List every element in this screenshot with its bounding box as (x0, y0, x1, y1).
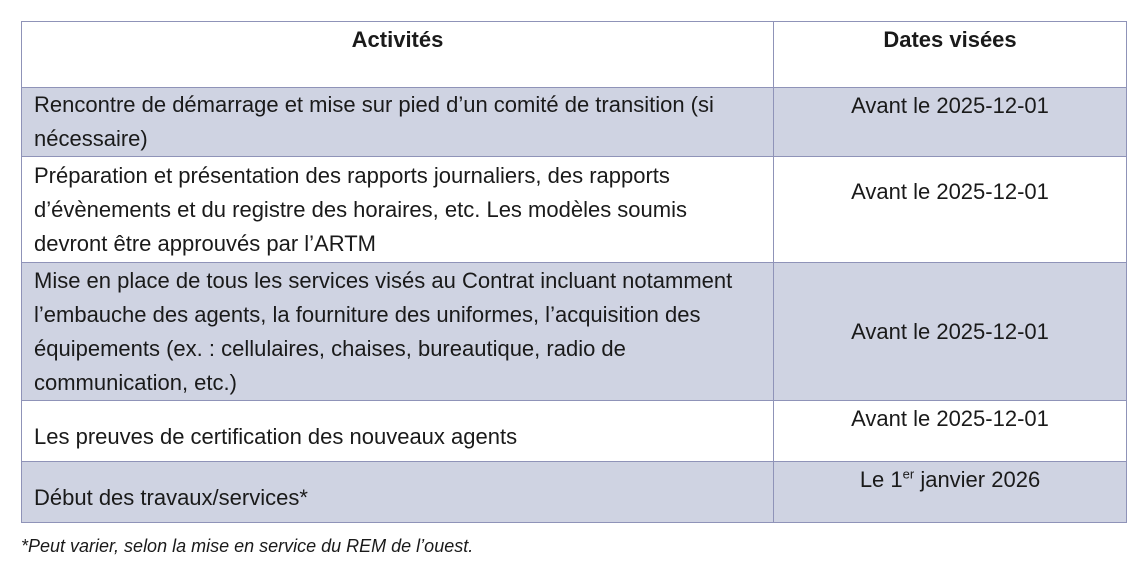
date-cell: Avant le 2025-12-01 (774, 157, 1127, 263)
table-row (22, 401, 1127, 462)
table-header-row (22, 22, 1127, 88)
header-activities: Activités (22, 22, 774, 88)
table-row (22, 157, 1127, 263)
date-cell: Avant le 2025-12-01 (774, 401, 1127, 462)
date-cell: Avant le 2025-12-01 (774, 88, 1127, 157)
table-row (22, 462, 1127, 523)
date-superscript: er (902, 466, 915, 482)
activity-cell: Mise en place de tous les services visés au Contrat incluant notamment l’embauche des agents, la fourniture des uniformes, l’acquisition des équipements (ex. : cellulaires, chaises, bureautique, radio de communication, etc.) (22, 263, 774, 401)
activity-cell: Début des travaux/services* (22, 462, 774, 523)
activity-cell: Rencontre de démarrage et mise sur pied d’un comité de transition (si nécessaire) (22, 88, 774, 157)
header-dates: Dates visées (774, 22, 1127, 88)
activities-table (21, 21, 1127, 523)
activity-cell: Les preuves de certification des nouveaux agents (22, 401, 774, 462)
date-suffix: janvier 2026 (914, 467, 1041, 492)
date-cell (774, 462, 1127, 523)
table-row (22, 263, 1127, 401)
table-row (22, 88, 1127, 157)
date-prefix: Le 1 (859, 467, 903, 492)
footnote: *Peut varier, selon la mise en service du REM de l’ouest. (21, 536, 474, 556)
date-cell: Avant le 2025-12-01 (774, 263, 1127, 401)
activity-cell: Préparation et présentation des rapports journaliers, des rapports d’évènements et du registre des horaires, etc. Les modèles soumis devront être approuvés par l’ARTM (22, 157, 774, 263)
